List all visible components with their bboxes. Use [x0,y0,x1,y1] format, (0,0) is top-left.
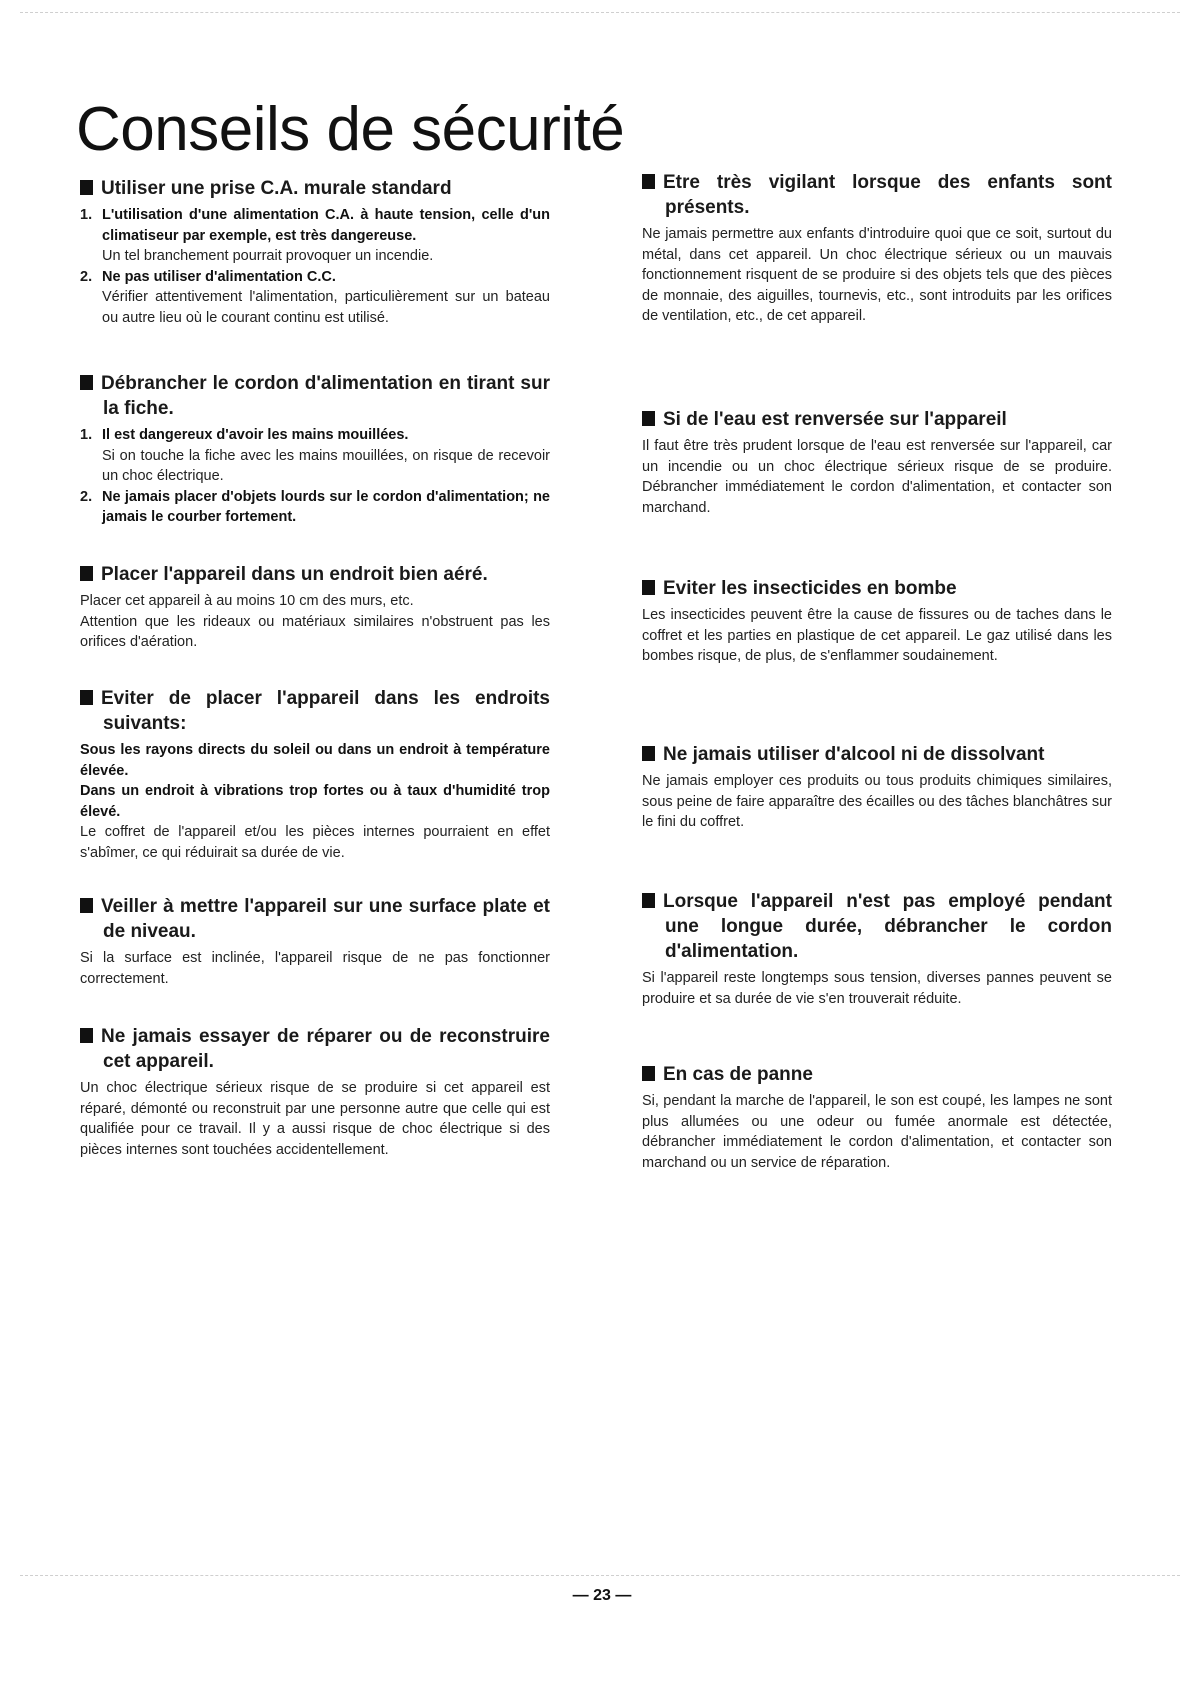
paragraph: Le coffret de l'appareil et/ou les pièces internes pourraient en effet s'abîmer, ce qui réduirait sa durée de vie. [80,824,550,862]
paragraph: Attention que les rideaux ou matériaux similaires n'obstruent pas les orifices d'aération. [80,613,550,651]
section-no-alcohol [642,742,1112,833]
section-heading: Eviter les insecticides en bombe [642,576,1112,601]
section-flat-surface [80,894,550,989]
list-item: 1. L'utilisation d'une alimentation C.A. à haute tension, celle d'un climatiseur par exemple, est très dangereuse. Un tel branchement pourrait provoquer un incendie. [80,207,550,265]
section-ventilation [80,562,550,653]
list-item: 1. Il est dangereux d'avoir les mains mouillées. Si on touche la fiche avec les mains mouillées, on risque de recevoir un choc électrique. [80,427,550,485]
section-heading: Si de l'eau est renversée sur l'appareil [642,407,1112,432]
paragraph: Si l'appareil reste longtemps sous tension, diverses pannes peuvent se produire et sa durée de vie s'en trouverait réduite. [642,970,1112,1007]
section-heading: Ne jamais utiliser d'alcool ni de dissolvant [642,742,1112,767]
section-heading: Etre très vigilant lorsque des enfants sont présents. [642,170,1112,220]
section-malfunction [642,1062,1112,1173]
square-bullet-icon [642,174,655,189]
square-bullet-icon [642,746,655,761]
square-bullet-icon [80,180,93,195]
section-water-spill [642,407,1112,518]
square-bullet-icon [80,690,93,705]
square-bullet-icon [80,375,93,390]
paragraph: Si la surface est inclinée, l'appareil risque de ne pas fonctionner correctement. [80,950,550,987]
section-no-repair [80,1024,550,1160]
section-standard-outlet [80,176,550,329]
square-bullet-icon [80,566,93,581]
paragraph: Sous les rayons directs du soleil ou dans un endroit à température élevée. [80,742,550,779]
section-heading: Utiliser une prise C.A. murale standard [80,176,550,201]
square-bullet-icon [642,893,655,908]
square-bullet-icon [80,898,93,913]
list-item: 2. Ne pas utiliser d'alimentation C.C. Vérifier attentivement l'alimentation, particulièrement sur un bateau ou autre lieu où le courant continu est utilisé. [80,268,550,326]
paragraph: Ne jamais employer ces produits ou tous produits chimiques similaires, sous peine de faire apparaître des écailles ou des tâches blanchâtres sur le fini du coffret. [642,773,1112,831]
section-unplug-cord [80,371,550,528]
section-insecticides [642,576,1112,667]
paragraph: Les insecticides peuvent être la cause de fissures ou de taches dans le coffret et les parties en plastique de cet appareil. Le gaz utilisé dans les bombes risque, de plus, de s'enflammer soudainement. [642,607,1112,665]
paragraph: Il faut être très prudent lorsque de l'eau est renversée sur l'appareil, car un incendie ou un choc électrique sérieux risque de se produire. Débrancher immédiatement le cordon d'alimentation, et contacter son marchand. [642,438,1112,516]
square-bullet-icon [642,580,655,595]
list-item: 2. Ne jamais placer d'objets lourds sur le cordon d'alimentation; ne jamais le courber fortement. [80,488,550,526]
section-avoid-locations [80,686,550,864]
section-heading: Débrancher le cordon d'alimentation en tirant sur la fiche. [80,371,550,421]
square-bullet-icon [642,411,655,426]
section-children [642,170,1112,327]
section-heading: En cas de panne [642,1062,1112,1087]
section-heading: Eviter de placer l'appareil dans les endroits suivants: [80,686,550,736]
square-bullet-icon [80,1028,93,1043]
paragraph: Un choc électrique sérieux risque de se produire si cet appareil est réparé, démonté ou reconstruit par une personne autre que celle qui est qualifiée pour ce travail. Il y a aussi risque de choc électrique si des pièces internes sont touchées accidentellement. [80,1080,550,1158]
paragraph: Dans un endroit à vibrations trop fortes ou à taux d'humidité trop élevé. [80,783,550,820]
scan-artifact-bottom [20,1575,1180,1576]
section-heading: Veiller à mettre l'appareil sur une surface plate et de niveau. [80,894,550,944]
page-number: — 23 — [572,1587,632,1604]
paragraph: Si, pendant la marche de l'appareil, le son est coupé, les lampes ne sont plus allumées ou une odeur ou fumée anormale est détectée, débrancher immédiatement le cordon d'alimentation, et contacter son marchand ou un service de réparation. [642,1093,1112,1171]
section-heading: Ne jamais essayer de réparer ou de reconstruire cet appareil. [80,1024,550,1074]
square-bullet-icon [642,1066,655,1081]
paragraph: Placer cet appareil à au moins 10 cm des murs, etc. [80,593,414,610]
section-long-unused [642,889,1112,1009]
section-heading: Lorsque l'appareil n'est pas employé pendant une longue durée, débrancher le cordon d'alimentation. [642,889,1112,964]
paragraph: Ne jamais permettre aux enfants d'introduire quoi que ce soit, surtout du métal, dans cet appareil. Un choc électrique sérieux ou un mauvais fonctionnement risquent de se produire si des objets tels que des pièces de monnaie, des aiguilles, tournevis, etc., sont introduits par les orifices de ventilation, etc., de cet appareil. [642,226,1112,325]
section-heading: Placer l'appareil dans un endroit bien aéré. [80,562,550,587]
scan-artifact-top [20,12,1180,13]
page-title: Conseils de sécurité [76,95,625,164]
